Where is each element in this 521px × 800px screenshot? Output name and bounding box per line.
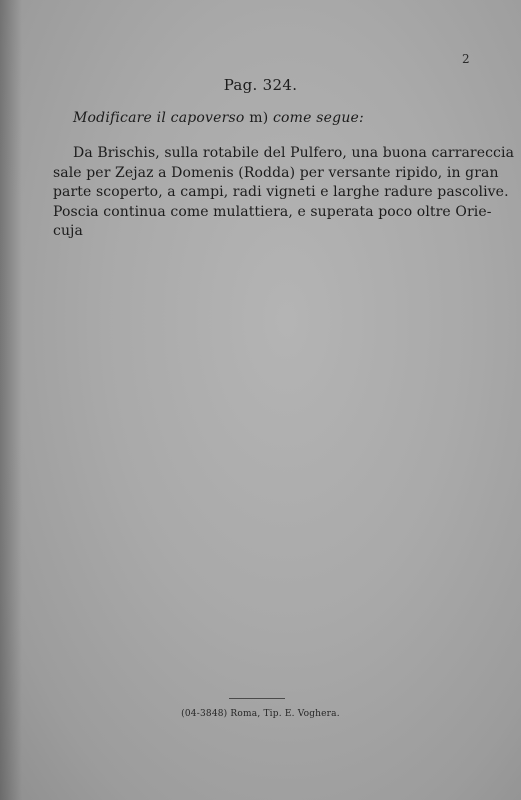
- paragraph-line: Da Brischis, sulla rotabile del Pulfero, una buona carrareccia: [73, 145, 515, 161]
- instruction-reference: m): [244, 110, 274, 126]
- footer-rule: [229, 698, 285, 699]
- page-reference-heading: Pag. 324.: [223, 76, 298, 94]
- instruction-lead: Modificare il capoverso: [73, 110, 245, 126]
- printer-imprint: (04-3848) Roma, Tip. E. Voghera.: [181, 709, 340, 719]
- paragraph-line: cuja: [53, 223, 83, 239]
- page-number: 2: [462, 52, 470, 66]
- instruction-line: [73, 110, 364, 126]
- paragraph-line: parte scoperto, a campi, radi vigneti e larghe radure pascolive.: [53, 184, 509, 200]
- instruction-tail: come segue:: [273, 110, 364, 126]
- body-paragraph: [53, 144, 515, 242]
- paragraph-line: sale per Zejaz a Domenis (Rodda) per versante ripido, in gran: [53, 164, 499, 181]
- paragraph-line: Poscia continua come mulattiera, e superata poco oltre Orie-: [53, 203, 492, 220]
